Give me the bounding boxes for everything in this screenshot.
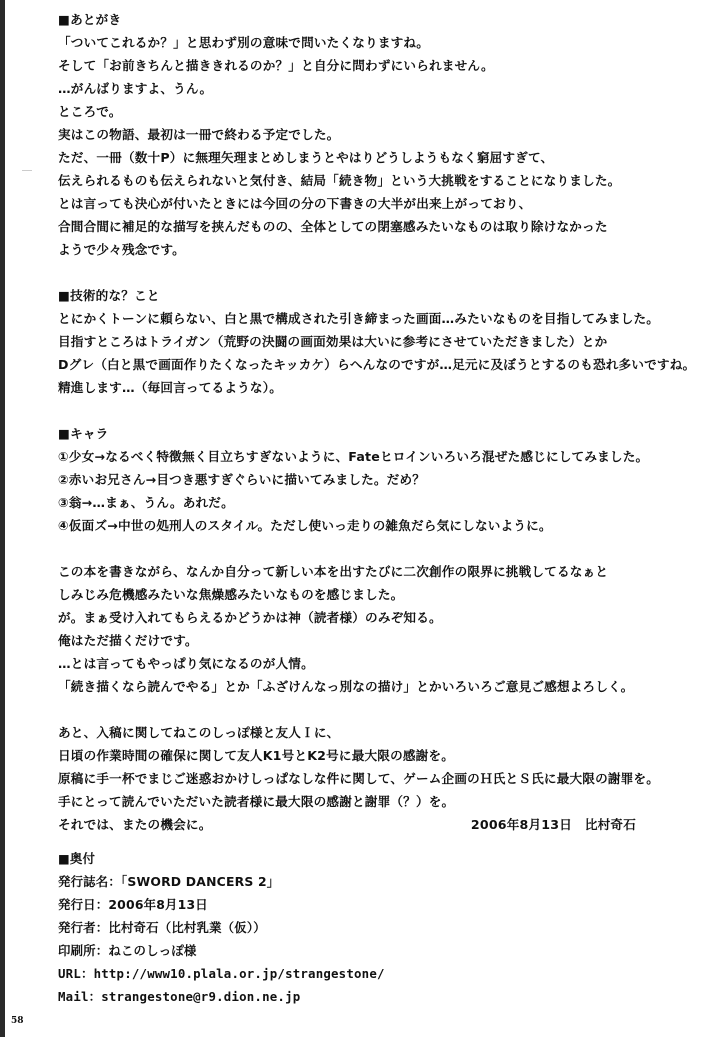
afterword-line: ところで。 (58, 104, 122, 119)
afterword-line: …がんばりますよ、うん。 (58, 81, 213, 96)
closing-body (58, 560, 698, 698)
afterword-line: 実はこの物語、最初は一冊で終わる予定でした。 (58, 127, 340, 142)
closing-line: 俺はただ描くだけです。 (58, 633, 198, 648)
colophon-url: URL：http://www10.plala.or.jp/strangestone/ (58, 966, 385, 981)
afterword-line: とは言っても決心が付いたときには今回の分の下書きの大半が出来上がっており、 (58, 196, 532, 211)
closing-line: が。まぁ受け入れてもらえるかどうかは神（読者様）のみぞ知る。 (58, 610, 442, 625)
closing-line: この本を書きながら、なんか自分って新しい本を出すたびに二次創作の限界に挑戦してるなぁと (58, 564, 609, 579)
technical-line: とにかくトーンに頼らない、白と黒で構成された引き締まった画面…みたいなものを目指してみました。 (58, 311, 660, 326)
thanks-line: 手にとって読んでいただいた読者様に最大限の感謝と謝罪（？）を。 (58, 794, 455, 809)
document-body (58, 8, 698, 1008)
colophon (58, 847, 698, 1008)
technical-body (58, 307, 698, 399)
colophon-mail: Mail：strangestone@r9.dion.ne.jp (58, 989, 301, 1004)
characters-heading: ■キャラ (58, 426, 109, 441)
colophon-printer: 印刷所：ねこのしっぽ様 (58, 943, 197, 958)
colophon-date: 発行日：2006年8月13日 (58, 897, 208, 912)
character-line: ①少女→なるべく特徴無く目立ちすぎないように、Fateヒロインいろいろ混ぜた感じにしてみました。 (58, 449, 649, 464)
technical-heading: ■技術的な？こと (58, 288, 160, 303)
scan-mark (22, 170, 32, 171)
character-line: ④仮面ズ→中世の処刑人のスタイル。ただし使いっ走りの雑魚だら気にしないように。 (58, 518, 552, 533)
technical-line: Dグレ（白と黒で画面作りたくなったキッカケ）らへんなのですが…足元に及ぼうとするのも恐れ多いですね。 (58, 357, 696, 372)
character-line: ②赤いお兄さん→目つき悪すぎぐらいに描いてみました。だめ？ (58, 472, 426, 487)
thanks-line: 日頃の作業時間の確保に関して友人K1号とK2号に最大限の感謝を。 (58, 748, 455, 763)
afterword-line: 伝えられるものも伝えられないと気付き、結局「続き物」という大挑戦をすることになりました。 (58, 173, 621, 188)
afterword-heading: ■あとがき (58, 12, 122, 27)
closing-line: しみじみ危機感みたいな焦燥感みたいなものを感じました。 (58, 587, 404, 602)
scan-edge (0, 0, 5, 1037)
thanks-line: それでは、またの機会に。 (58, 817, 212, 832)
afterword-line: ただ、一冊（数十P）に無理矢理まとめしまうとやはりどうしようもなく窮屈すぎて、 (58, 150, 554, 165)
technical-line: 目指すところはトライガン（荒野の決闘の画面効果は大いに参考にさせていただきました）とか (58, 334, 608, 349)
afterword-line: そして「お前きちんと描ききれるのか？」と自分に問わずにいられません。 (58, 58, 494, 73)
characters-body (58, 445, 698, 537)
afterword-body (58, 31, 698, 261)
afterword-line: 合間合間に補足的な描写を挟んだものの、全体としての閉塞感みたいなものは取り除けなかった (58, 219, 608, 234)
afterword-line: ようで少々残念です。 (58, 242, 185, 257)
character-line: ③翁→…まぁ、うん。あれだ。 (58, 495, 234, 510)
colophon-heading: ■奥付 (58, 851, 96, 866)
closing-line: …とは言ってもやっぱり気になるのが人情。 (58, 656, 314, 671)
thanks-final-line (58, 813, 698, 836)
page-number: 58 (11, 1016, 24, 1026)
signature: 2006年8月13日 比村奇石 (470, 817, 636, 832)
technical-line: 精進します…（毎回言ってるような）。 (58, 380, 282, 395)
closing-line: 「続き描くなら読んでやる」とか「ふざけんなっ別なの描け」とかいろいろご意見ご感想よろしく。 (58, 679, 634, 694)
afterword-line: 「ついてこれるか？」と思わず別の意味で問いたくなりますね。 (58, 35, 430, 50)
thanks-body (58, 721, 698, 836)
thanks-line: 原稿に手一杯でまじご迷惑おかけしっぱなしな件に関して、ゲーム企画のＨ氏とＳ氏に最大限の謝罪を。 (58, 771, 660, 786)
colophon-publisher: 発行者：比村奇石（比村乳業（仮）） (58, 920, 266, 935)
colophon-title: 発行誌名：「SWORD DANCERS 2」 (58, 874, 280, 889)
thanks-line: あと、入稿に関してねこのしっぽ様と友人Ｉに、 (58, 725, 340, 740)
